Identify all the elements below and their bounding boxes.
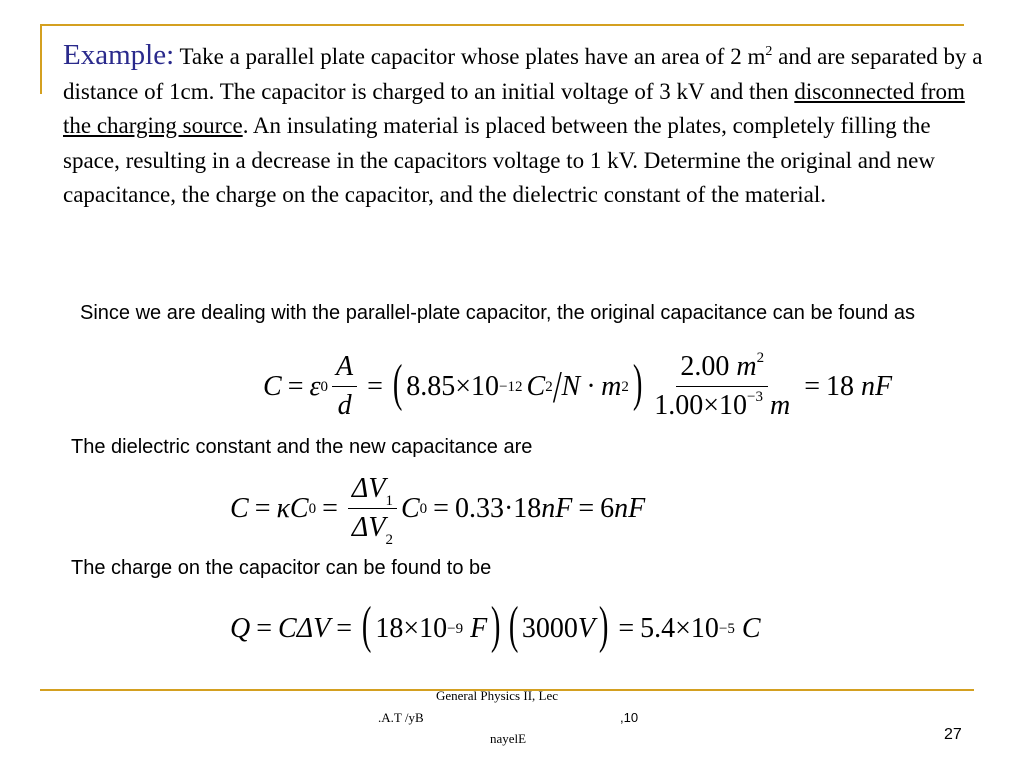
eq2-den-sub: 2 [385, 532, 393, 548]
eq1-num-unit: m [736, 351, 757, 382]
eq1-num-val: 2.00 [680, 351, 730, 382]
problem-text-a: Take a parallel plate capacitor whose plates have an area of 2 m [179, 44, 766, 69]
eq3-result-unit: C [741, 613, 761, 644]
eq1-den-unit: m [770, 390, 791, 421]
eq3-a-val: 18×10 [375, 613, 448, 644]
eq3-a-unit: F [470, 613, 488, 644]
equation-charge: Q = CΔV = ( 18×10 −9 F ) ( 3000 V ) = 5.4×10 −5 C [230, 597, 761, 654]
equation-original-capacitance: C = ε 0 $\frac{A}{d}$ = ( 8.85×10 −12 C 2 / N · m 2 ) $\frac{2.00 m^2}{1.00\times 10^{-3} m}$ = 18 nF [263, 350, 893, 421]
eq1-coefficient: 8.85×10 [406, 370, 500, 402]
eq2-num-sub: 1 [385, 493, 393, 509]
eq1-epsilon: ε [309, 370, 321, 402]
footer-line1: General Physics II, Lec [436, 688, 559, 703]
eq3-b-val: 3000 [521, 613, 578, 644]
eq1-result: 18 [826, 370, 855, 402]
footer-lecture-number: ,10 [620, 710, 639, 725]
eq2-kappa: κC [276, 492, 309, 524]
eq2-mid-unit: nF [541, 492, 573, 524]
eq1-unit-a: C [526, 370, 546, 402]
area-exponent: 2 [765, 44, 773, 59]
eq1-frac-den: d [337, 390, 352, 421]
footer-line3: nayelE [490, 731, 527, 746]
eq3-result: 5.4×10 [640, 613, 719, 644]
eq2-num: ΔV [351, 473, 386, 504]
eq3-b-unit: V [577, 613, 596, 644]
eq1-result-unit: nF [861, 370, 893, 402]
eq2-voltage-ratio [348, 472, 397, 548]
page-number: 27 [944, 726, 962, 743]
footer-line2: .A.T /yB [378, 710, 424, 725]
eq3-cdv: CΔV [278, 613, 331, 644]
charge-text: The charge on the capacitor can be found to be [71, 557, 492, 579]
eq2-result-unit: nF [614, 492, 646, 524]
underlined-phrase: disconnected from the charging source [63, 78, 965, 138]
eq1-den-exp: −3 [747, 389, 763, 405]
solution-intro: Since we are dealing with the parallel-plate capacitor, the original capacitance can be found as [80, 302, 915, 324]
problem-statement [63, 38, 988, 213]
eq1-numeric-fraction [650, 350, 794, 423]
eq1-frac-num: A [332, 350, 357, 387]
eq2-den: ΔV [351, 512, 386, 543]
eq1-lhs: C [263, 370, 282, 402]
dielectric-text: The dielectric constant and the new capacitance are [71, 436, 533, 458]
problem-text-c: . An insulating material is placed between the plates, completely filling the space, resulting in a decrease in the capacitors voltage to 1 kV. Determine the original and new capacitance, the charge on the capacitor, and the dielectric constant of the material. [63, 113, 935, 207]
top-rule [40, 24, 964, 26]
eq2-mid: 0.33·18 [454, 492, 542, 524]
eq1-den-val: 1.00×10 [654, 390, 748, 421]
eq2-result: 6 [600, 492, 615, 524]
eq2-lhs: C [230, 492, 249, 524]
problem-text-b: and are separated by a distance of 1cm. The capacitor is charged to an initial voltage of 3 kV and then [63, 44, 983, 104]
eq1-num-exp: 2 [756, 350, 765, 366]
example-label: Example: [63, 39, 175, 71]
left-rule [40, 24, 42, 94]
eq1-unit-b: N · m [561, 370, 622, 402]
eq3-lhs: Q [230, 613, 251, 644]
eq1-area-over-distance [332, 350, 357, 423]
eq2-c0: C [400, 492, 420, 524]
equation-new-capacitance: C = κC 0 = $\frac{\Delta V_1}{\Delta V_2}$ C 0 = 0.33·18 nF = 6 nF [230, 473, 646, 548]
